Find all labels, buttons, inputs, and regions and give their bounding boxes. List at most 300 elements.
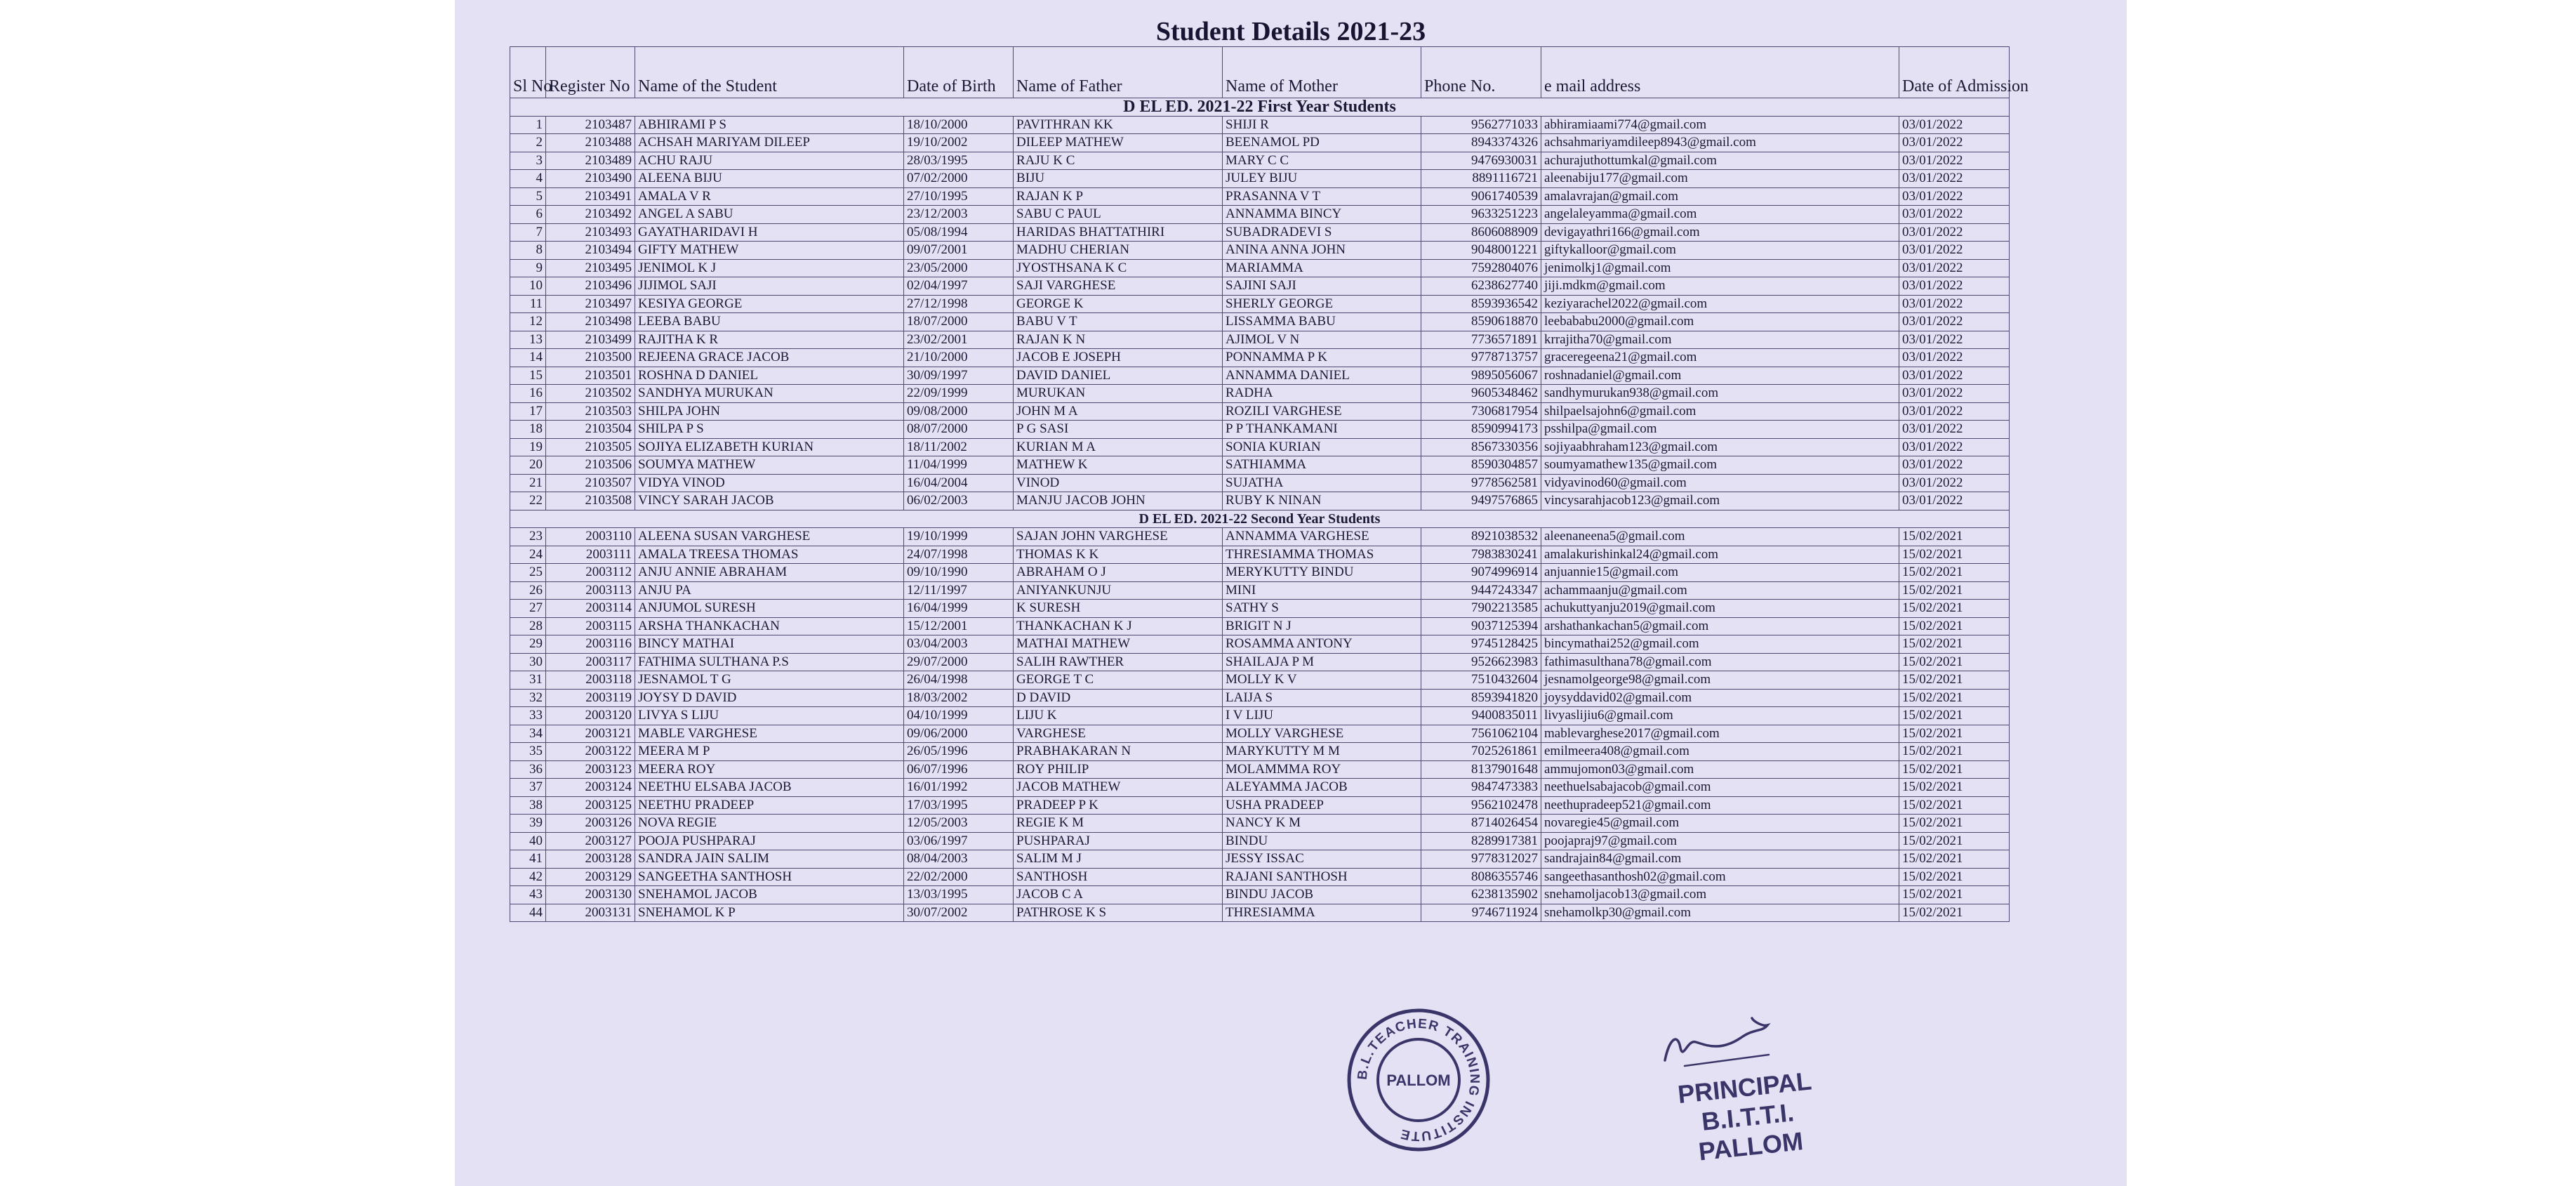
table-row <box>510 367 2010 385</box>
table-row <box>510 600 2010 618</box>
table-row <box>510 725 2010 743</box>
cell-phone: 9746711924 <box>1421 904 1541 922</box>
cell-mother-name: JULEY BIJU <box>1223 170 1421 188</box>
cell-register-no: 2103488 <box>546 134 635 152</box>
cell-admission-date: 15/02/2021 <box>1899 850 2010 869</box>
cell-dob: 08/04/2003 <box>904 850 1014 869</box>
student-table-body <box>510 98 2010 922</box>
cell-sl-no: 27 <box>510 600 546 618</box>
header-row <box>510 47 2010 98</box>
cell-admission-date: 03/01/2022 <box>1899 421 2010 439</box>
cell-phone: 9562771033 <box>1421 116 1541 134</box>
cell-email: achsahmariyamdileep8943@gmail.com <box>1541 134 1899 152</box>
table-row <box>510 492 2010 510</box>
cell-admission-date: 03/01/2022 <box>1899 187 2010 206</box>
table-row <box>510 313 2010 331</box>
cell-sl-no: 15 <box>510 367 546 385</box>
table-row <box>510 474 2010 492</box>
cell-father-name: JACOB C A <box>1014 886 1223 904</box>
cell-sl-no: 7 <box>510 223 546 242</box>
table-row <box>510 134 2010 152</box>
cell-email: vidyavinod60@gmail.com <box>1541 474 1899 492</box>
cell-father-name: HARIDAS BHATTATHIRI <box>1014 223 1223 242</box>
cell-phone: 8086355746 <box>1421 868 1541 886</box>
cell-sl-no: 40 <box>510 832 546 850</box>
cell-admission-date: 15/02/2021 <box>1899 868 2010 886</box>
table-row <box>510 385 2010 403</box>
cell-email: achurajuthottumkal@gmail.com <box>1541 152 1899 170</box>
table-row <box>510 743 2010 761</box>
cell-phone: 7025261861 <box>1421 743 1541 761</box>
cell-email: neethuelsabajacob@gmail.com <box>1541 779 1899 797</box>
cell-student-name: ABHIRAMI P S <box>635 116 904 134</box>
cell-student-name: ANJU ANNIE ABRAHAM <box>635 564 904 582</box>
cell-dob: 06/02/2003 <box>904 492 1014 510</box>
cell-mother-name: THRESIAMMA <box>1223 904 1421 922</box>
table-row <box>510 886 2010 904</box>
cell-father-name: MATHAI MATHEW <box>1014 635 1223 654</box>
cell-sl-no: 6 <box>510 206 546 224</box>
cell-dob: 06/07/1996 <box>904 760 1014 779</box>
cell-phone: 6238135902 <box>1421 886 1541 904</box>
cell-sl-no: 21 <box>510 474 546 492</box>
cell-dob: 26/05/1996 <box>904 743 1014 761</box>
cell-sl-no: 5 <box>510 187 546 206</box>
table-row <box>510 331 2010 349</box>
cell-mother-name: USHA PRADEEP <box>1223 796 1421 815</box>
cell-mother-name: MINI <box>1223 581 1421 600</box>
cell-dob: 13/03/1995 <box>904 886 1014 904</box>
cell-admission-date: 15/02/2021 <box>1899 528 2010 546</box>
cell-student-name: SHILPA P S <box>635 421 904 439</box>
cell-dob: 05/08/1994 <box>904 223 1014 242</box>
cell-student-name: ROSHNA D DANIEL <box>635 367 904 385</box>
cell-phone: 9497576865 <box>1421 492 1541 510</box>
cell-admission-date: 03/01/2022 <box>1899 367 2010 385</box>
cell-register-no: 2103493 <box>546 223 635 242</box>
cell-mother-name: BRIGIT N J <box>1223 617 1421 635</box>
cell-dob: 19/10/2002 <box>904 134 1014 152</box>
cell-register-no: 2103489 <box>546 152 635 170</box>
cell-phone: 7902213585 <box>1421 600 1541 618</box>
cell-mother-name: PONNAMMA P K <box>1223 349 1421 367</box>
principal-title: PRINCIPAL <box>1676 1066 1813 1109</box>
cell-father-name: JACOB MATHEW <box>1014 779 1223 797</box>
cell-dob: 18/10/2000 <box>904 116 1014 134</box>
cell-admission-date: 03/01/2022 <box>1899 402 2010 421</box>
principal-institute: B.I.T.T.I. <box>1700 1098 1795 1136</box>
table-row <box>510 760 2010 779</box>
cell-email: amalavrajan@gmail.com <box>1541 187 1899 206</box>
col-header-email: e mail address <box>1541 47 1899 98</box>
cell-mother-name: BEENAMOL PD <box>1223 134 1421 152</box>
cell-father-name: SALIH RAWTHER <box>1014 653 1223 671</box>
cell-sl-no: 17 <box>510 402 546 421</box>
cell-student-name: REJEENA GRACE JACOB <box>635 349 904 367</box>
cell-email: abhiramiaami774@gmail.com <box>1541 116 1899 134</box>
cell-admission-date: 15/02/2021 <box>1899 796 2010 815</box>
cell-phone: 9476930031 <box>1421 152 1541 170</box>
cell-student-name: POOJA PUSHPARAJ <box>635 832 904 850</box>
cell-register-no: 2103506 <box>546 456 635 475</box>
cell-dob: 26/04/1998 <box>904 671 1014 690</box>
cell-admission-date: 03/01/2022 <box>1899 474 2010 492</box>
cell-register-no: 2103492 <box>546 206 635 224</box>
cell-email: roshnadaniel@gmail.com <box>1541 367 1899 385</box>
cell-register-no: 2103490 <box>546 170 635 188</box>
cell-mother-name: SATHIAMMA <box>1223 456 1421 475</box>
cell-father-name: MADHU CHERIAN <box>1014 242 1223 260</box>
cell-mother-name: MOLLY VARGHESE <box>1223 725 1421 743</box>
cell-student-name: NEETHU ELSABA JACOB <box>635 779 904 797</box>
table-row <box>510 564 2010 582</box>
table-row <box>510 850 2010 869</box>
col-header-register-no: Register No <box>546 47 635 98</box>
cell-phone: 7592804076 <box>1421 259 1541 277</box>
cell-admission-date: 03/01/2022 <box>1899 206 2010 224</box>
cell-dob: 24/07/1998 <box>904 546 1014 564</box>
cell-admission-date: 15/02/2021 <box>1899 815 2010 833</box>
institute-seal <box>1346 1008 1491 1152</box>
cell-email: fathimasulthana78@gmail.com <box>1541 653 1899 671</box>
cell-father-name: GEORGE T C <box>1014 671 1223 690</box>
cell-mother-name: SONIA KURIAN <box>1223 438 1421 456</box>
cell-admission-date: 15/02/2021 <box>1899 725 2010 743</box>
cell-register-no: 2003111 <box>546 546 635 564</box>
cell-dob: 16/01/1992 <box>904 779 1014 797</box>
cell-register-no: 2003125 <box>546 796 635 815</box>
cell-register-no: 2003131 <box>546 904 635 922</box>
cell-mother-name: MOLAMMMA ROY <box>1223 760 1421 779</box>
col-header-name: Name of the Student <box>635 47 904 98</box>
table-row <box>510 116 2010 134</box>
cell-dob: 04/10/1999 <box>904 707 1014 725</box>
cell-student-name: GIFTY MATHEW <box>635 242 904 260</box>
cell-phone: 8891116721 <box>1421 170 1541 188</box>
cell-student-name: ANJUMOL SURESH <box>635 600 904 618</box>
cell-admission-date: 03/01/2022 <box>1899 313 2010 331</box>
cell-student-name: VINCY SARAH JACOB <box>635 492 904 510</box>
cell-phone: 8137901648 <box>1421 760 1541 779</box>
cell-email: poojapraj97@gmail.com <box>1541 832 1899 850</box>
cell-admission-date: 03/01/2022 <box>1899 277 2010 296</box>
cell-student-name: BINCY MATHAI <box>635 635 904 654</box>
cell-dob: 16/04/2004 <box>904 474 1014 492</box>
student-table <box>510 46 2029 922</box>
cell-mother-name: SUJATHA <box>1223 474 1421 492</box>
table-row <box>510 259 2010 277</box>
cell-sl-no: 4 <box>510 170 546 188</box>
cell-register-no: 2003113 <box>546 581 635 600</box>
cell-father-name: ROY PHILIP <box>1014 760 1223 779</box>
table-row <box>510 635 2010 654</box>
seal-center-text: PALLOM <box>1386 1072 1451 1089</box>
cell-mother-name: ROSAMMA ANTONY <box>1223 635 1421 654</box>
cell-father-name: THOMAS K K <box>1014 546 1223 564</box>
cell-mother-name: PRASANNA V T <box>1223 187 1421 206</box>
cell-sl-no: 20 <box>510 456 546 475</box>
cell-dob: 16/04/1999 <box>904 600 1014 618</box>
cell-phone: 9061740539 <box>1421 187 1541 206</box>
cell-email: sangeethasanthosh02@gmail.com <box>1541 868 1899 886</box>
cell-father-name: ANIYANKUNJU <box>1014 581 1223 600</box>
cell-student-name: MEERA M P <box>635 743 904 761</box>
cell-student-name: SNEHAMOL JACOB <box>635 886 904 904</box>
cell-sl-no: 13 <box>510 331 546 349</box>
col-header-father: Name of Father <box>1014 47 1223 98</box>
cell-register-no: 2103498 <box>546 313 635 331</box>
cell-mother-name: ALEYAMMA JACOB <box>1223 779 1421 797</box>
cell-register-no: 2003123 <box>546 760 635 779</box>
principal-signature <box>1657 1011 1797 1074</box>
table-row <box>510 349 2010 367</box>
cell-mother-name: P P THANKAMANI <box>1223 421 1421 439</box>
cell-phone: 8714026454 <box>1421 815 1541 833</box>
cell-father-name: JYOSTHSANA K C <box>1014 259 1223 277</box>
cell-phone: 8593941820 <box>1421 689 1541 707</box>
cell-email: achammaanju@gmail.com <box>1541 581 1899 600</box>
table-row <box>510 170 2010 188</box>
cell-register-no: 2103494 <box>546 242 635 260</box>
cell-email: snehamoljacob13@gmail.com <box>1541 886 1899 904</box>
cell-sl-no: 31 <box>510 671 546 690</box>
cell-email: bincymathai252@gmail.com <box>1541 635 1899 654</box>
table-row <box>510 707 2010 725</box>
cell-student-name: NOVA REGIE <box>635 815 904 833</box>
cell-phone: 9037125394 <box>1421 617 1541 635</box>
cell-sl-no: 8 <box>510 242 546 260</box>
cell-register-no: 2103502 <box>546 385 635 403</box>
cell-mother-name: SATHY S <box>1223 600 1421 618</box>
cell-register-no: 2003116 <box>546 635 635 654</box>
cell-email: amalakurishinkal24@gmail.com <box>1541 546 1899 564</box>
cell-email: jenimolkj1@gmail.com <box>1541 259 1899 277</box>
table-row <box>510 528 2010 546</box>
table-row <box>510 456 2010 475</box>
cell-register-no: 2103500 <box>546 349 635 367</box>
col-header-admission: Date of Admission <box>1899 47 2010 98</box>
cell-father-name: DAVID DANIEL <box>1014 367 1223 385</box>
cell-phone: 9745128425 <box>1421 635 1541 654</box>
cell-mother-name: MARYKUTTY M M <box>1223 743 1421 761</box>
cell-student-name: SANGEETHA SANTHOSH <box>635 868 904 886</box>
table-row <box>510 617 2010 635</box>
cell-phone: 9048001221 <box>1421 242 1541 260</box>
cell-admission-date: 03/01/2022 <box>1899 259 2010 277</box>
cell-register-no: 2103491 <box>546 187 635 206</box>
cell-register-no: 2003121 <box>546 725 635 743</box>
cell-email: leebababu2000@gmail.com <box>1541 313 1899 331</box>
cell-dob: 27/10/1995 <box>904 187 1014 206</box>
cell-admission-date: 15/02/2021 <box>1899 600 2010 618</box>
cell-mother-name: LISSAMMA BABU <box>1223 313 1421 331</box>
cell-student-name: SOUMYA MATHEW <box>635 456 904 475</box>
principal-place: PALLOM <box>1697 1126 1805 1166</box>
cell-admission-date: 15/02/2021 <box>1899 886 2010 904</box>
cell-email: novaregie45@gmail.com <box>1541 815 1899 833</box>
cell-register-no: 2003118 <box>546 671 635 690</box>
cell-student-name: KESIYA GEORGE <box>635 295 904 313</box>
cell-sl-no: 41 <box>510 850 546 869</box>
cell-sl-no: 16 <box>510 385 546 403</box>
cell-admission-date: 15/02/2021 <box>1899 760 2010 779</box>
cell-dob: 18/07/2000 <box>904 313 1014 331</box>
cell-register-no: 2103495 <box>546 259 635 277</box>
cell-phone: 8289917381 <box>1421 832 1541 850</box>
cell-mother-name: RUBY K NINAN <box>1223 492 1421 510</box>
cell-register-no: 2003117 <box>546 653 635 671</box>
cell-father-name: BABU V T <box>1014 313 1223 331</box>
cell-student-name: VIDYA VINOD <box>635 474 904 492</box>
cell-email: devigayathri166@gmail.com <box>1541 223 1899 242</box>
cell-register-no: 2003126 <box>546 815 635 833</box>
cell-phone: 9447243347 <box>1421 581 1541 600</box>
table-row <box>510 206 2010 224</box>
table-row <box>510 295 2010 313</box>
cell-mother-name: LAIJA S <box>1223 689 1421 707</box>
cell-sl-no: 1 <box>510 116 546 134</box>
cell-sl-no: 29 <box>510 635 546 654</box>
cell-register-no: 2003129 <box>546 868 635 886</box>
cell-father-name: PATHROSE K S <box>1014 904 1223 922</box>
cell-dob: 18/03/2002 <box>904 689 1014 707</box>
cell-email: shilpaelsajohn6@gmail.com <box>1541 402 1899 421</box>
cell-phone: 9895056067 <box>1421 367 1541 385</box>
table-row <box>510 815 2010 833</box>
table-row <box>510 223 2010 242</box>
cell-admission-date: 03/01/2022 <box>1899 456 2010 475</box>
cell-admission-date: 15/02/2021 <box>1899 546 2010 564</box>
cell-father-name: THANKACHAN K J <box>1014 617 1223 635</box>
cell-admission-date: 03/01/2022 <box>1899 349 2010 367</box>
cell-father-name: ABRAHAM O J <box>1014 564 1223 582</box>
cell-father-name: PUSHPARAJ <box>1014 832 1223 850</box>
cell-mother-name: ANNAMMA BINCY <box>1223 206 1421 224</box>
cell-dob: 09/08/2000 <box>904 402 1014 421</box>
cell-father-name: MURUKAN <box>1014 385 1223 403</box>
cell-sl-no: 35 <box>510 743 546 761</box>
cell-sl-no: 43 <box>510 886 546 904</box>
cell-phone: 8943374326 <box>1421 134 1541 152</box>
cell-student-name: SNEHAMOL K P <box>635 904 904 922</box>
cell-email: mablevarghese2017@gmail.com <box>1541 725 1899 743</box>
cell-student-name: ACHU RAJU <box>635 152 904 170</box>
cell-admission-date: 03/01/2022 <box>1899 223 2010 242</box>
cell-student-name: JENIMOL K J <box>635 259 904 277</box>
cell-register-no: 2003110 <box>546 528 635 546</box>
cell-mother-name: BINDU JACOB <box>1223 886 1421 904</box>
cell-student-name: AMALA TREESA THOMAS <box>635 546 904 564</box>
cell-dob: 09/06/2000 <box>904 725 1014 743</box>
principal-stamp <box>1659 1065 1836 1170</box>
cell-student-name: ALEENA BIJU <box>635 170 904 188</box>
cell-father-name: VARGHESE <box>1014 725 1223 743</box>
cell-student-name: ALEENA SUSAN VARGHESE <box>635 528 904 546</box>
cell-father-name: SAJI VARGHESE <box>1014 277 1223 296</box>
cell-email: jesnamolgeorge98@gmail.com <box>1541 671 1899 690</box>
cell-sl-no: 10 <box>510 277 546 296</box>
cell-father-name: JOHN M A <box>1014 402 1223 421</box>
cell-register-no: 2003119 <box>546 689 635 707</box>
table-row <box>510 653 2010 671</box>
cell-student-name: SOJIYA ELIZABETH KURIAN <box>635 438 904 456</box>
cell-sl-no: 28 <box>510 617 546 635</box>
col-header-dob: Date of Birth <box>904 47 1014 98</box>
cell-email: joysyddavid02@gmail.com <box>1541 689 1899 707</box>
section-heading-row <box>510 98 2010 117</box>
cell-sl-no: 24 <box>510 546 546 564</box>
cell-admission-date: 03/01/2022 <box>1899 492 2010 510</box>
cell-student-name: MABLE VARGHESE <box>635 725 904 743</box>
cell-dob: 03/04/2003 <box>904 635 1014 654</box>
cell-admission-date: 15/02/2021 <box>1899 617 2010 635</box>
cell-sl-no: 32 <box>510 689 546 707</box>
cell-mother-name: THRESIAMMA THOMAS <box>1223 546 1421 564</box>
cell-student-name: ANGEL A SABU <box>635 206 904 224</box>
cell-email: ammujomon03@gmail.com <box>1541 760 1899 779</box>
cell-sl-no: 44 <box>510 904 546 922</box>
table-row <box>510 796 2010 815</box>
document-title: Student Details 2021-23 <box>1155 17 1426 46</box>
cell-father-name: K SURESH <box>1014 600 1223 618</box>
cell-mother-name: I V LIJU <box>1223 707 1421 725</box>
cell-email: anjuannie15@gmail.com <box>1541 564 1899 582</box>
cell-father-name: PRADEEP P K <box>1014 796 1223 815</box>
section-heading: D EL ED. 2021-22 Second Year Students <box>510 510 2010 528</box>
table-row <box>510 581 2010 600</box>
cell-phone: 8590304857 <box>1421 456 1541 475</box>
cell-dob: 23/05/2000 <box>904 259 1014 277</box>
table-row <box>510 546 2010 564</box>
cell-register-no: 2003120 <box>546 707 635 725</box>
cell-father-name: RAJAN K P <box>1014 187 1223 206</box>
cell-dob: 22/09/1999 <box>904 385 1014 403</box>
cell-father-name: MANJU JACOB JOHN <box>1014 492 1223 510</box>
cell-father-name: MATHEW K <box>1014 456 1223 475</box>
cell-sl-no: 12 <box>510 313 546 331</box>
cell-sl-no: 30 <box>510 653 546 671</box>
cell-email: soumyamathew135@gmail.com <box>1541 456 1899 475</box>
cell-admission-date: 15/02/2021 <box>1899 689 2010 707</box>
col-header-phone: Phone No. <box>1421 47 1541 98</box>
cell-dob: 29/07/2000 <box>904 653 1014 671</box>
cell-admission-date: 15/02/2021 <box>1899 564 2010 582</box>
cell-email: sandrajain84@gmail.com <box>1541 850 1899 869</box>
cell-admission-date: 03/01/2022 <box>1899 152 2010 170</box>
cell-email: krrajitha70@gmail.com <box>1541 331 1899 349</box>
cell-admission-date: 03/01/2022 <box>1899 385 2010 403</box>
section-heading-row <box>510 510 2010 528</box>
table-row <box>510 242 2010 260</box>
cell-phone: 7983830241 <box>1421 546 1541 564</box>
cell-student-name: JIJIMOL SAJI <box>635 277 904 296</box>
table-row <box>510 671 2010 690</box>
cell-father-name: D DAVID <box>1014 689 1223 707</box>
cell-admission-date: 15/02/2021 <box>1899 581 2010 600</box>
cell-father-name: LIJU K <box>1014 707 1223 725</box>
table-row <box>510 779 2010 797</box>
cell-sl-no: 14 <box>510 349 546 367</box>
cell-sl-no: 37 <box>510 779 546 797</box>
cell-phone: 8590618870 <box>1421 313 1541 331</box>
cell-mother-name: SHAILAJA P M <box>1223 653 1421 671</box>
cell-phone: 9400835011 <box>1421 707 1541 725</box>
cell-admission-date: 03/01/2022 <box>1899 438 2010 456</box>
cell-mother-name: SAJINI SAJI <box>1223 277 1421 296</box>
cell-phone: 9778713757 <box>1421 349 1541 367</box>
cell-email: psshilpa@gmail.com <box>1541 421 1899 439</box>
cell-phone: 8593936542 <box>1421 295 1541 313</box>
